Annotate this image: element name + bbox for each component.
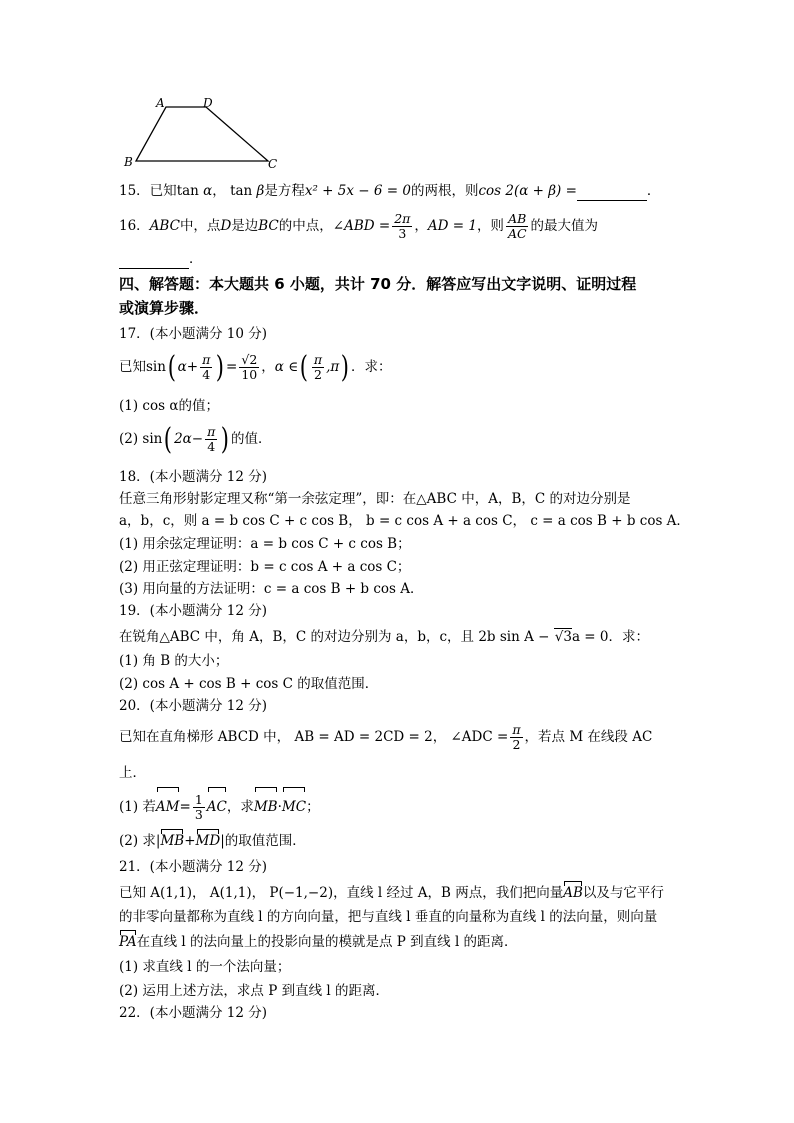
q17-heading: 17．(本小题满分 10 分) xyxy=(119,326,267,342)
q17-t2: ， xyxy=(261,359,275,375)
q19-heading: 19．(本小题满分 12 分) xyxy=(119,603,267,619)
q16-ad: AD = 1 xyxy=(427,218,477,234)
q20-p1-prefix: (1) 若 xyxy=(119,799,156,815)
q17-left-paren: ( xyxy=(167,349,176,385)
q18-heading: 18．(本小题满分 12 分) xyxy=(119,469,267,485)
q17-frac-pi-4 xyxy=(200,353,212,382)
q18-line2: a，b，c，则 a = b cos C + c cos B， b = c cos A + a cos C， c = a cos B + b cos A． xyxy=(119,513,690,529)
label-D: D xyxy=(203,96,213,110)
q20-l1a: 已知在直角梯形 ABCD 中， AB = AD = 2CD = 2， ∠ADC = xyxy=(119,729,509,745)
q15-mid: 是方程 xyxy=(264,183,305,199)
q21-vec-ab: AB xyxy=(563,885,583,901)
q20-part-1 xyxy=(119,790,320,824)
q17-p2-2alpha: 2α− xyxy=(174,431,204,447)
q17-comma-pi: ,π xyxy=(326,359,340,375)
q17-t1: 已知 xyxy=(119,359,146,375)
q17-frac-sqrt2-10 xyxy=(239,353,259,382)
q20-p2-vec-mb: MB xyxy=(160,833,185,849)
q15-alpha: α xyxy=(203,183,213,199)
q17-sin: sin xyxy=(146,359,166,375)
q16-answer-blank[interactable] xyxy=(119,250,189,269)
q20-two: 2 xyxy=(512,737,521,752)
q16-t6: 的最大值为 xyxy=(530,218,599,234)
q21-l1b: 以及与它平行 xyxy=(582,885,664,901)
q20-vec-mb: MB xyxy=(254,790,278,824)
question-15 xyxy=(119,182,660,201)
q15-equation: x² + 5x − 6 = 0 xyxy=(304,183,411,199)
q15-tan: tan xyxy=(176,183,199,199)
q16-t3: 的中点， xyxy=(278,218,333,234)
q20-l1b: ，若点 M 在线段 AC xyxy=(524,729,653,745)
q17-p2-pi: π xyxy=(207,424,216,439)
q20-p2-end: |的取值范围． xyxy=(220,833,306,849)
q20-pi: π xyxy=(512,722,521,737)
q20-p2-plus: + xyxy=(184,833,196,849)
q16-frac-den: 3 xyxy=(398,226,407,241)
q16-frac2-den: AC xyxy=(507,226,527,241)
q17-frac-pi-2 xyxy=(312,353,324,382)
q17-p2-frac-pi-4 xyxy=(205,425,217,454)
q21-vec-pa: PA xyxy=(119,934,137,950)
q15-end: ． xyxy=(646,183,661,199)
q18-part-2: (2) 用正弦定理证明：b = c cos A + a cos C； xyxy=(119,559,411,575)
q17-half-pi: π xyxy=(313,352,323,367)
q15-tan2: tan xyxy=(230,183,253,199)
q20-part-2 xyxy=(119,832,306,850)
q18-part-3: (3) 用向量的方法证明：c = a cos B + b cos A． xyxy=(119,581,424,597)
q16-end: ． xyxy=(189,251,203,267)
q16-t4: ， xyxy=(414,218,428,234)
q17-right-paren: ) xyxy=(216,349,225,385)
q20-p1-dot: · xyxy=(277,799,282,815)
q16-fraction-2pi-3 xyxy=(392,212,412,241)
q16-frac2-num: AB xyxy=(508,211,527,226)
q19-l1c: a = 0．求： xyxy=(571,629,649,645)
q17-p2-end: 的值． xyxy=(231,431,272,447)
q16-d: D xyxy=(220,218,232,234)
section-4-heading xyxy=(119,272,636,320)
q21-heading: 21．(本小题满分 12 分) xyxy=(119,859,267,875)
q19-l1a: 在锐角△ABC 中，角 A，B，C 的对边分别为 a，b，c，且 2b sin A − xyxy=(119,629,550,645)
label-B: B xyxy=(124,155,133,169)
q20-vec-mc: MC xyxy=(282,790,306,824)
q21-line1 xyxy=(119,884,664,902)
q20-p1-num: 1 xyxy=(194,792,203,807)
q21-part-1: (1) 求直线 l 的一个法向量； xyxy=(119,959,291,975)
q19-sqrt3: √3 xyxy=(554,629,572,645)
q20-p1-eq: = xyxy=(179,799,191,815)
q21-part-2: (2) 运用上述方法，求点 P 到直线 l 的距离． xyxy=(119,983,389,999)
q16-fraction-ab-ac xyxy=(506,212,529,241)
q19-part-1: (1) 角 B 的大小； xyxy=(119,653,229,669)
question-16 xyxy=(119,212,598,241)
q17-p2-right-paren: ) xyxy=(221,421,230,457)
q15-sep: ， xyxy=(212,183,226,199)
q17-four: 4 xyxy=(202,367,211,382)
q17-ten: 10 xyxy=(241,367,258,382)
q16-t5: ，则 xyxy=(476,218,504,234)
q16-t1: 中，点 xyxy=(179,218,221,234)
section-4-line2: 或演算步骤． xyxy=(119,299,210,317)
question-16-blank-line xyxy=(119,250,203,269)
q15-prefix: 15．已知 xyxy=(119,183,177,199)
label-A: A xyxy=(156,96,165,110)
q17-part-1: (1) cos α的值； xyxy=(119,398,219,414)
q20-frac-pi-2 xyxy=(510,723,522,752)
q16-prefix: 16． xyxy=(119,218,150,234)
q16-abc: ABC xyxy=(149,218,180,234)
q17-t3: ．求： xyxy=(351,359,392,375)
q15-answer-blank[interactable] xyxy=(577,182,647,201)
q17-alpha-plus: α+ xyxy=(177,359,199,375)
q20-p1-ask: ，求 xyxy=(226,799,254,815)
q21-line2: 的非零向量都称为直线 l 的方向向量，把与直线 l 垂直的向量称为直线 l 的法向量，则向量 xyxy=(119,909,658,925)
q22-heading: 22．(本小题满分 12 分) xyxy=(119,1005,267,1021)
q20-vec-ac: AC xyxy=(207,790,227,824)
label-C: C xyxy=(268,157,278,171)
q18-part-1: (1) 用余弦定理证明：a = b cos C + c cos B； xyxy=(119,536,411,552)
q17-part-2 xyxy=(119,422,272,456)
trapezoid-shape xyxy=(136,107,268,161)
q17-p2-four: 4 xyxy=(207,439,216,454)
q21-l3: 在直线 l 的法向量上的投影向量的模就是点 P 到直线 l 的距离． xyxy=(136,934,518,950)
q20-vec-am: AM xyxy=(156,790,180,824)
q16-angle: ∠ABD = xyxy=(332,218,391,234)
q19-part-2: (2) cos A + cos B + cos C 的取值范围． xyxy=(119,676,379,692)
q16-frac-num: 2π xyxy=(394,211,411,226)
q15-expr: cos 2(α + β) = xyxy=(478,183,577,199)
q16-t2: 是边 xyxy=(231,218,259,234)
q20-frac-1-3 xyxy=(193,793,205,822)
q17-p2-sin: (2) sin xyxy=(119,431,163,447)
section-4-line1: 四、解答题：本大题共 6 小题，共计 70 分．解答应写出文字说明、证明过程 xyxy=(119,275,637,293)
q17-pi: π xyxy=(202,352,211,367)
q17-p2-left-paren: ( xyxy=(164,421,173,457)
q20-p1-end: ； xyxy=(306,799,320,815)
q20-p1-den: 3 xyxy=(194,807,203,822)
q15-mid2: 的两根，则 xyxy=(410,183,479,199)
q17-two: 2 xyxy=(314,367,322,382)
q18-line1: 任意三角形射影定理又称“第一余弦定理”，即：在△ABC 中，A，B，C 的对边分别是 xyxy=(119,491,631,507)
q17-in: α ∈ xyxy=(274,359,299,375)
q21-l1a: 已知 A(1,1)， A(1,1)， P(−1,−2)，直线 l 经过 A，B 两点，我们把向量 xyxy=(119,885,564,901)
q16-bc: BC xyxy=(258,218,279,234)
q17-statement xyxy=(119,350,392,384)
q17-eq: = xyxy=(226,359,238,375)
q17-right-paren-2: ) xyxy=(341,349,350,385)
q20-heading: 20．(本小题满分 12 分) xyxy=(119,698,267,714)
q20-p2-vec-md: MD xyxy=(195,833,221,849)
q15-beta: β xyxy=(256,183,265,199)
q19-statement xyxy=(119,628,649,646)
q21-line3 xyxy=(119,933,518,951)
q20-statement xyxy=(119,720,652,754)
trapezoid-figure xyxy=(120,95,290,175)
q17-sqrt2: √2 xyxy=(241,352,258,367)
q20-line2: 上． xyxy=(119,765,146,781)
q17-left-paren-2: ( xyxy=(299,349,309,385)
q20-p2-prefix: (2) 求| xyxy=(119,833,161,849)
